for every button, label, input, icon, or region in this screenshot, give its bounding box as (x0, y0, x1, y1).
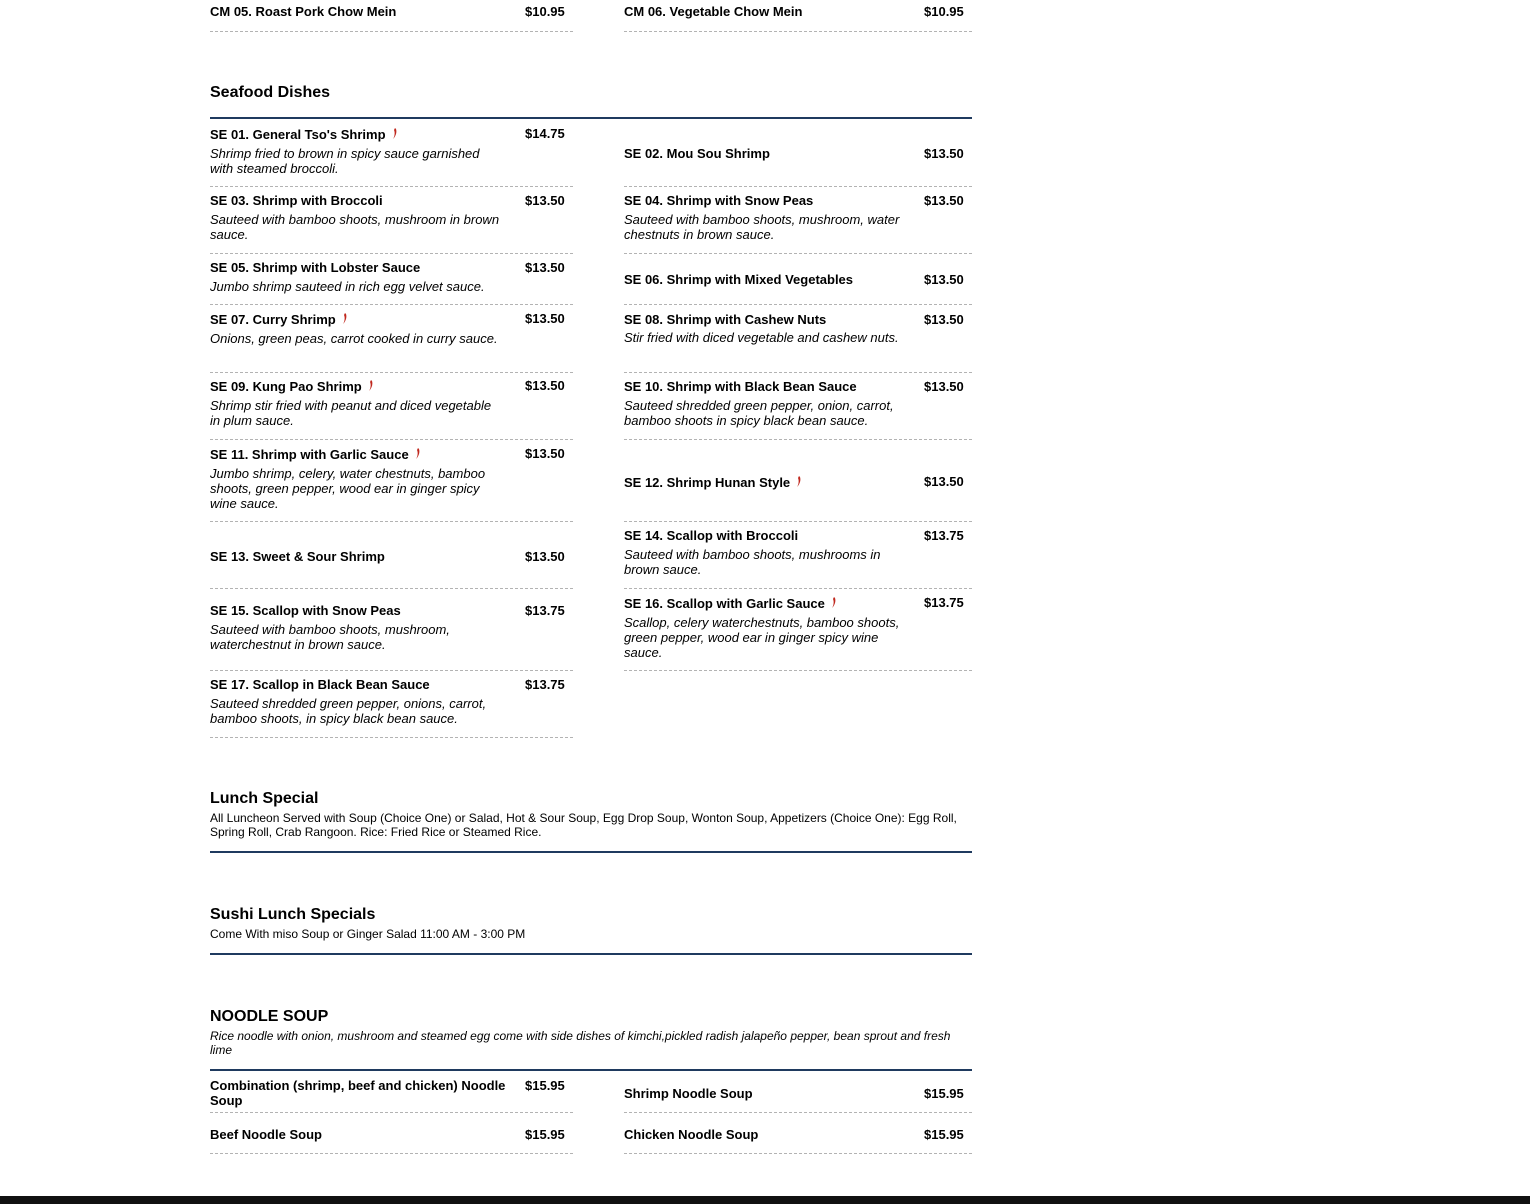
menu-item-name-text: SE 08. Shrimp with Cashew Nuts (624, 312, 827, 327)
menu-item-name-text: Beef Noodle Soup (210, 1127, 322, 1142)
menu-item-name-text: SE 13. Sweet & Sour Shrimp (210, 549, 385, 564)
menu-item-name (210, 1078, 510, 1108)
menu-item-name (210, 193, 510, 208)
footer-bar (0, 1196, 1530, 1204)
menu-item-price: $13.50 (525, 193, 565, 208)
menu-item-name (624, 528, 924, 543)
menu-item-name (210, 379, 510, 395)
section-divider (210, 953, 972, 955)
section-divider (210, 1069, 972, 1071)
divider (624, 253, 972, 254)
menu-item-name (624, 146, 924, 161)
menu-item-name (624, 193, 924, 208)
menu-item-description: Stir fried with diced vegetable and cashew nuts. (624, 330, 899, 345)
menu-item-name-text: SE 14. Scallop with Broccoli (624, 528, 799, 543)
divider (624, 1153, 972, 1154)
menu-item-name (624, 596, 924, 612)
menu-item-name-text: SE 09. Kung Pao Shrimp (210, 379, 362, 394)
menu-item-description: Sauteed with bamboo shoots, mushrooms in brown sauce. (624, 547, 881, 577)
chili-pepper-icon (415, 448, 421, 463)
menu-item-name (210, 260, 510, 275)
chili-pepper-icon (392, 128, 398, 143)
divider (210, 588, 573, 589)
divider (210, 439, 573, 440)
divider (210, 670, 573, 671)
menu-item-name-text: SE 06. Shrimp with Mixed Vegetables (624, 272, 854, 287)
divider (210, 186, 573, 187)
menu-item-price: $10.95 (924, 4, 964, 19)
divider (210, 1153, 573, 1154)
menu-item-name-text: SE 05. Shrimp with Lobster Sauce (210, 260, 421, 275)
menu-item-price: $14.75 (525, 126, 565, 141)
menu-item-price: $13.50 (924, 379, 964, 394)
section-description: All Luncheon Served with Soup (Choice One) or Salad, Hot & Sour Soup, Egg Drop Soup, Wonton Soup, Appetizers (Choice One): Egg Roll, Spring Roll, Crab Rangoon. Rice: Fried Rice or Steamed Rice. (210, 811, 957, 839)
menu-item-name (210, 127, 510, 143)
menu-item-name-text: SE 17. Scallop in Black Bean Sauce (210, 677, 430, 692)
divider (210, 304, 573, 305)
menu-item-price: $15.95 (525, 1078, 565, 1093)
section-divider (210, 851, 972, 853)
menu-item-price: $15.95 (525, 1127, 565, 1142)
menu-item-name (624, 475, 924, 491)
menu-item-price: $13.50 (924, 146, 964, 161)
menu-item-name-text: SE 03. Shrimp with Broccoli (210, 193, 383, 208)
menu-item-description: Sauteed with bamboo shoots, mushroom, water chestnuts in brown sauce. (624, 212, 900, 242)
divider (210, 521, 573, 522)
divider (624, 304, 972, 305)
menu-item-price: $13.50 (525, 378, 565, 393)
section-description: Come With miso Soup or Ginger Salad 11:00 AM - 3:00 PM (210, 927, 526, 941)
divider (624, 372, 972, 373)
divider (210, 253, 573, 254)
section-title: Seafood Dishes (210, 84, 331, 101)
menu-item-price: $13.50 (525, 260, 565, 275)
menu-item-price: $13.50 (924, 193, 964, 208)
menu-item-price: $13.75 (924, 595, 964, 610)
menu-item-name-text: SE 02. Mou Sou Shrimp (624, 146, 770, 161)
menu-item-price: $13.50 (924, 312, 964, 327)
menu-item-name-text: Chicken Noodle Soup (624, 1127, 759, 1142)
menu-item-name (210, 549, 510, 564)
menu-item-price: $13.50 (924, 272, 964, 287)
divider (624, 521, 972, 522)
menu-item-description: Jumbo shrimp sauteed in rich egg velvet sauce. (210, 279, 485, 294)
divider (624, 439, 972, 440)
menu-item-description: Scallop, celery waterchestnuts, bamboo shoots, green pepper, wood ear in ginger spicy wine sauce. (624, 615, 900, 660)
menu-item-price: $13.75 (525, 677, 565, 692)
divider (210, 1112, 573, 1113)
menu-item-price: $13.50 (525, 311, 565, 326)
menu-item-name (624, 312, 924, 327)
menu-item-name-text: SE 07. Curry Shrimp (210, 312, 336, 327)
chili-pepper-icon (368, 380, 374, 395)
menu-item-price: $13.50 (525, 549, 565, 564)
divider (624, 186, 972, 187)
divider (624, 31, 972, 32)
chili-pepper-icon (796, 476, 802, 491)
menu-item-name (210, 1127, 510, 1142)
menu-item-price: $10.95 (525, 4, 565, 19)
menu-item-description: Shrimp fried to brown in spicy sauce garnished with steamed broccoli. (210, 146, 480, 176)
menu-item-description: Jumbo shrimp, celery, water chestnuts, bamboo shoots, green pepper, wood ear in ginger spicy wine sauce. (210, 466, 486, 511)
menu-item-name (210, 312, 510, 328)
menu-item-name: CM 05. Roast Pork Chow Mein (210, 4, 397, 19)
section-title: NOODLE SOUP (210, 1008, 329, 1025)
menu-item-name (624, 379, 924, 394)
menu-item-name-text: SE 11. Shrimp with Garlic Sauce (210, 447, 409, 462)
menu-item-name (210, 677, 510, 692)
menu-item-name (210, 603, 510, 618)
menu-item-name-text: Shrimp Noodle Soup (624, 1086, 753, 1101)
menu-item-description: Sauteed shredded green pepper, onions, carrot, bamboo shoots, in spicy black bean sauce. (210, 696, 487, 726)
menu-item-description: Sauteed shredded green pepper, onion, carrot, bamboo shoots in spicy black bean sauce. (624, 398, 894, 428)
menu-item-name-text: SE 10. Shrimp with Black Bean Sauce (624, 379, 857, 394)
menu-item-name (624, 1127, 924, 1142)
section-title: Lunch Special (210, 790, 319, 807)
menu-item-description: Shrimp stir fried with peanut and diced vegetable in plum sauce. (210, 398, 492, 428)
menu-item-price: $13.50 (924, 474, 964, 489)
menu-item-name (624, 272, 924, 287)
divider (624, 670, 972, 671)
menu-item-name (210, 447, 510, 463)
menu-item-price: $13.75 (924, 528, 964, 543)
menu-item-name-text: SE 04. Shrimp with Snow Peas (624, 193, 814, 208)
menu-item-name-text: SE 15. Scallop with Snow Peas (210, 603, 401, 618)
divider (624, 1112, 972, 1113)
menu-item-description: Onions, green peas, carrot cooked in curry sauce. (210, 331, 498, 346)
menu-item-price: $13.50 (525, 446, 565, 461)
divider (624, 588, 972, 589)
menu-item-name: CM 06. Vegetable Chow Mein (624, 4, 803, 19)
divider (210, 372, 573, 373)
divider (210, 737, 573, 738)
menu-item-name-text: Combination (shrimp, beef and chicken) Noodle Soup (210, 1078, 506, 1108)
menu-item-price: $15.95 (924, 1086, 964, 1101)
chili-pepper-icon (831, 597, 837, 612)
menu-item-price: $15.95 (924, 1127, 964, 1142)
menu-item-price: $13.75 (525, 603, 565, 618)
menu-item-name-text: SE 16. Scallop with Garlic Sauce (624, 596, 825, 611)
section-title: Sushi Lunch Specials (210, 906, 376, 923)
menu-item-description: Sauteed with bamboo shoots, mushroom, waterchestnut in brown sauce. (210, 622, 450, 652)
menu-item-name-text: SE 01. General Tso's Shrimp (210, 127, 386, 142)
section-description: Rice noodle with onion, mushroom and steamed egg come with side dishes of kimchi,pickled radish jalapeño pepper, bean sprout and fresh lime (210, 1029, 951, 1057)
menu-item-name (624, 1086, 924, 1101)
section-divider (210, 117, 972, 119)
divider (210, 31, 573, 32)
menu-item-description: Sauteed with bamboo shoots, mushroom in brown sauce. (210, 212, 500, 242)
chili-pepper-icon (342, 313, 348, 328)
menu-item-name-text: SE 12. Shrimp Hunan Style (624, 475, 791, 490)
